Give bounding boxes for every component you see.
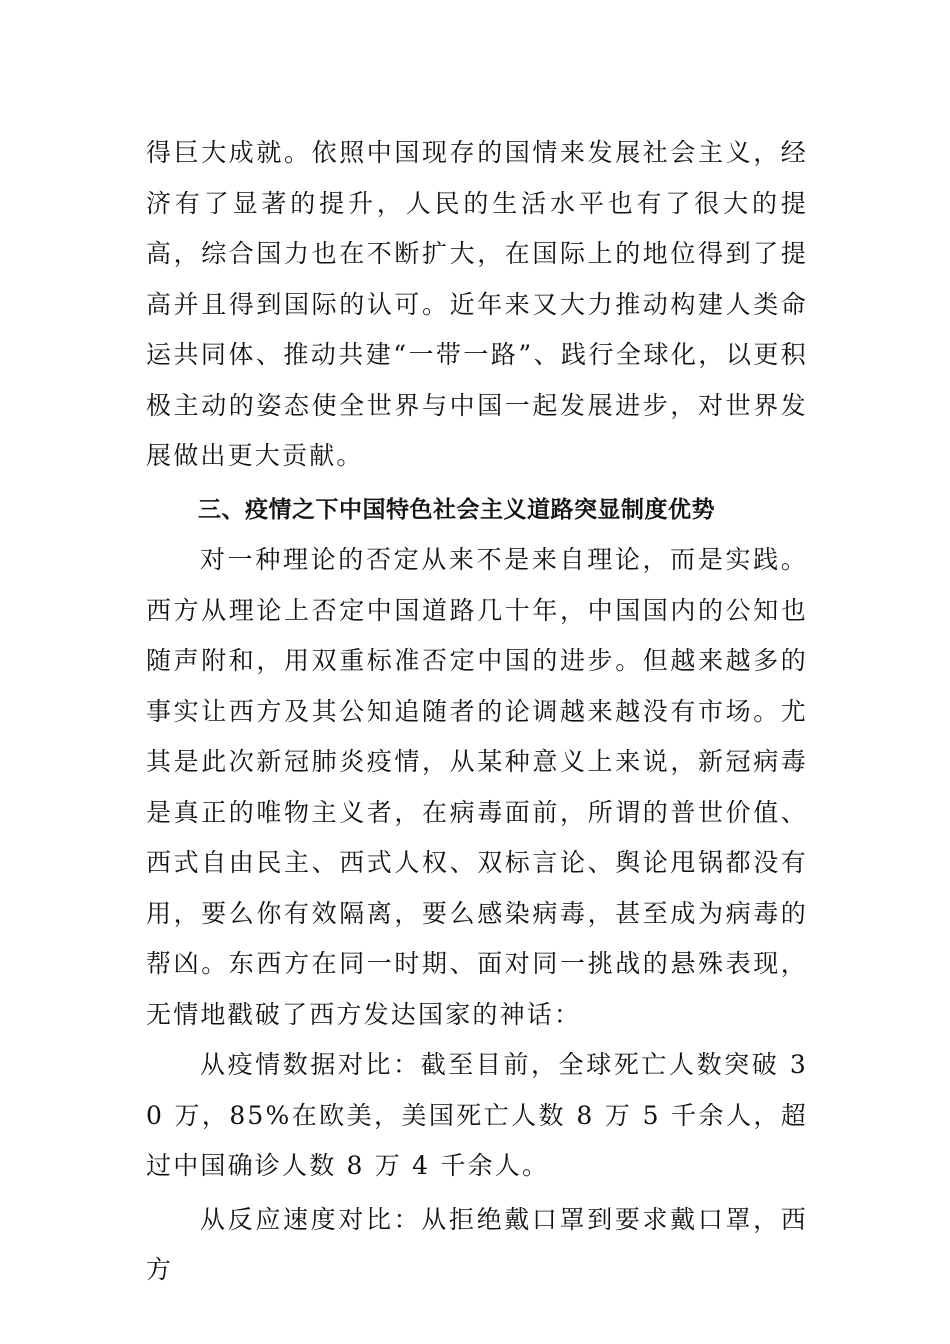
paragraph-response-speed: 从反应速度对比：从拒绝戴口罩到要求戴口罩，西方 bbox=[146, 1204, 808, 1284]
section-heading: 三、疫情之下中国特色社会主义道路突显制度优势 bbox=[198, 496, 715, 523]
paragraph-epidemic-data: 从疫情数据对比：截至目前，全球死亡人数突破 30 万，85%在欧美，美国死亡人数 8 万 5 千余人，超过中国确诊人数 8 万 4 千余人。 bbox=[146, 1050, 808, 1180]
document-body bbox=[146, 128, 808, 1296]
paragraph-theory-practice: 对一种理论的否定从来不是来自理论，而是实践。西方从理论上否定中国道路几十年，中国国内的公知也随声附和，用双重标准否定中国的进步。但越来越多的事实让西方及其公知追随者的论调越来越没有市场。尤其是此次新冠肺炎疫情，从某种意义上来说，新冠病毒是真正的唯物主义者，在病毒面前，所谓的普世价值、西式自由民主、西式人权、双标言论、舆论甩锅都没有用，要么你有效隔离，要么感染病毒，甚至成为病毒的帮凶。东西方在同一时期、面对同一挑战的悬殊表现，无情地戳破了西方发达国家的神话： bbox=[146, 545, 808, 1029]
paragraph-achievements: 得巨大成就。依照中国现存的国情来发展社会主义，经济有了显著的提升，人民的生活水平也有了很大的提高，综合国力也在不断扩大，在国际上的地位得到了提高并且得到国际的认可。近年来又大力推动构建人类命运共同体、推动共建“一带一路”、践行全球化，以更积极主动的姿态使全世界与中国一起发展进步，对世界发展做出更大贡献。 bbox=[146, 138, 808, 470]
